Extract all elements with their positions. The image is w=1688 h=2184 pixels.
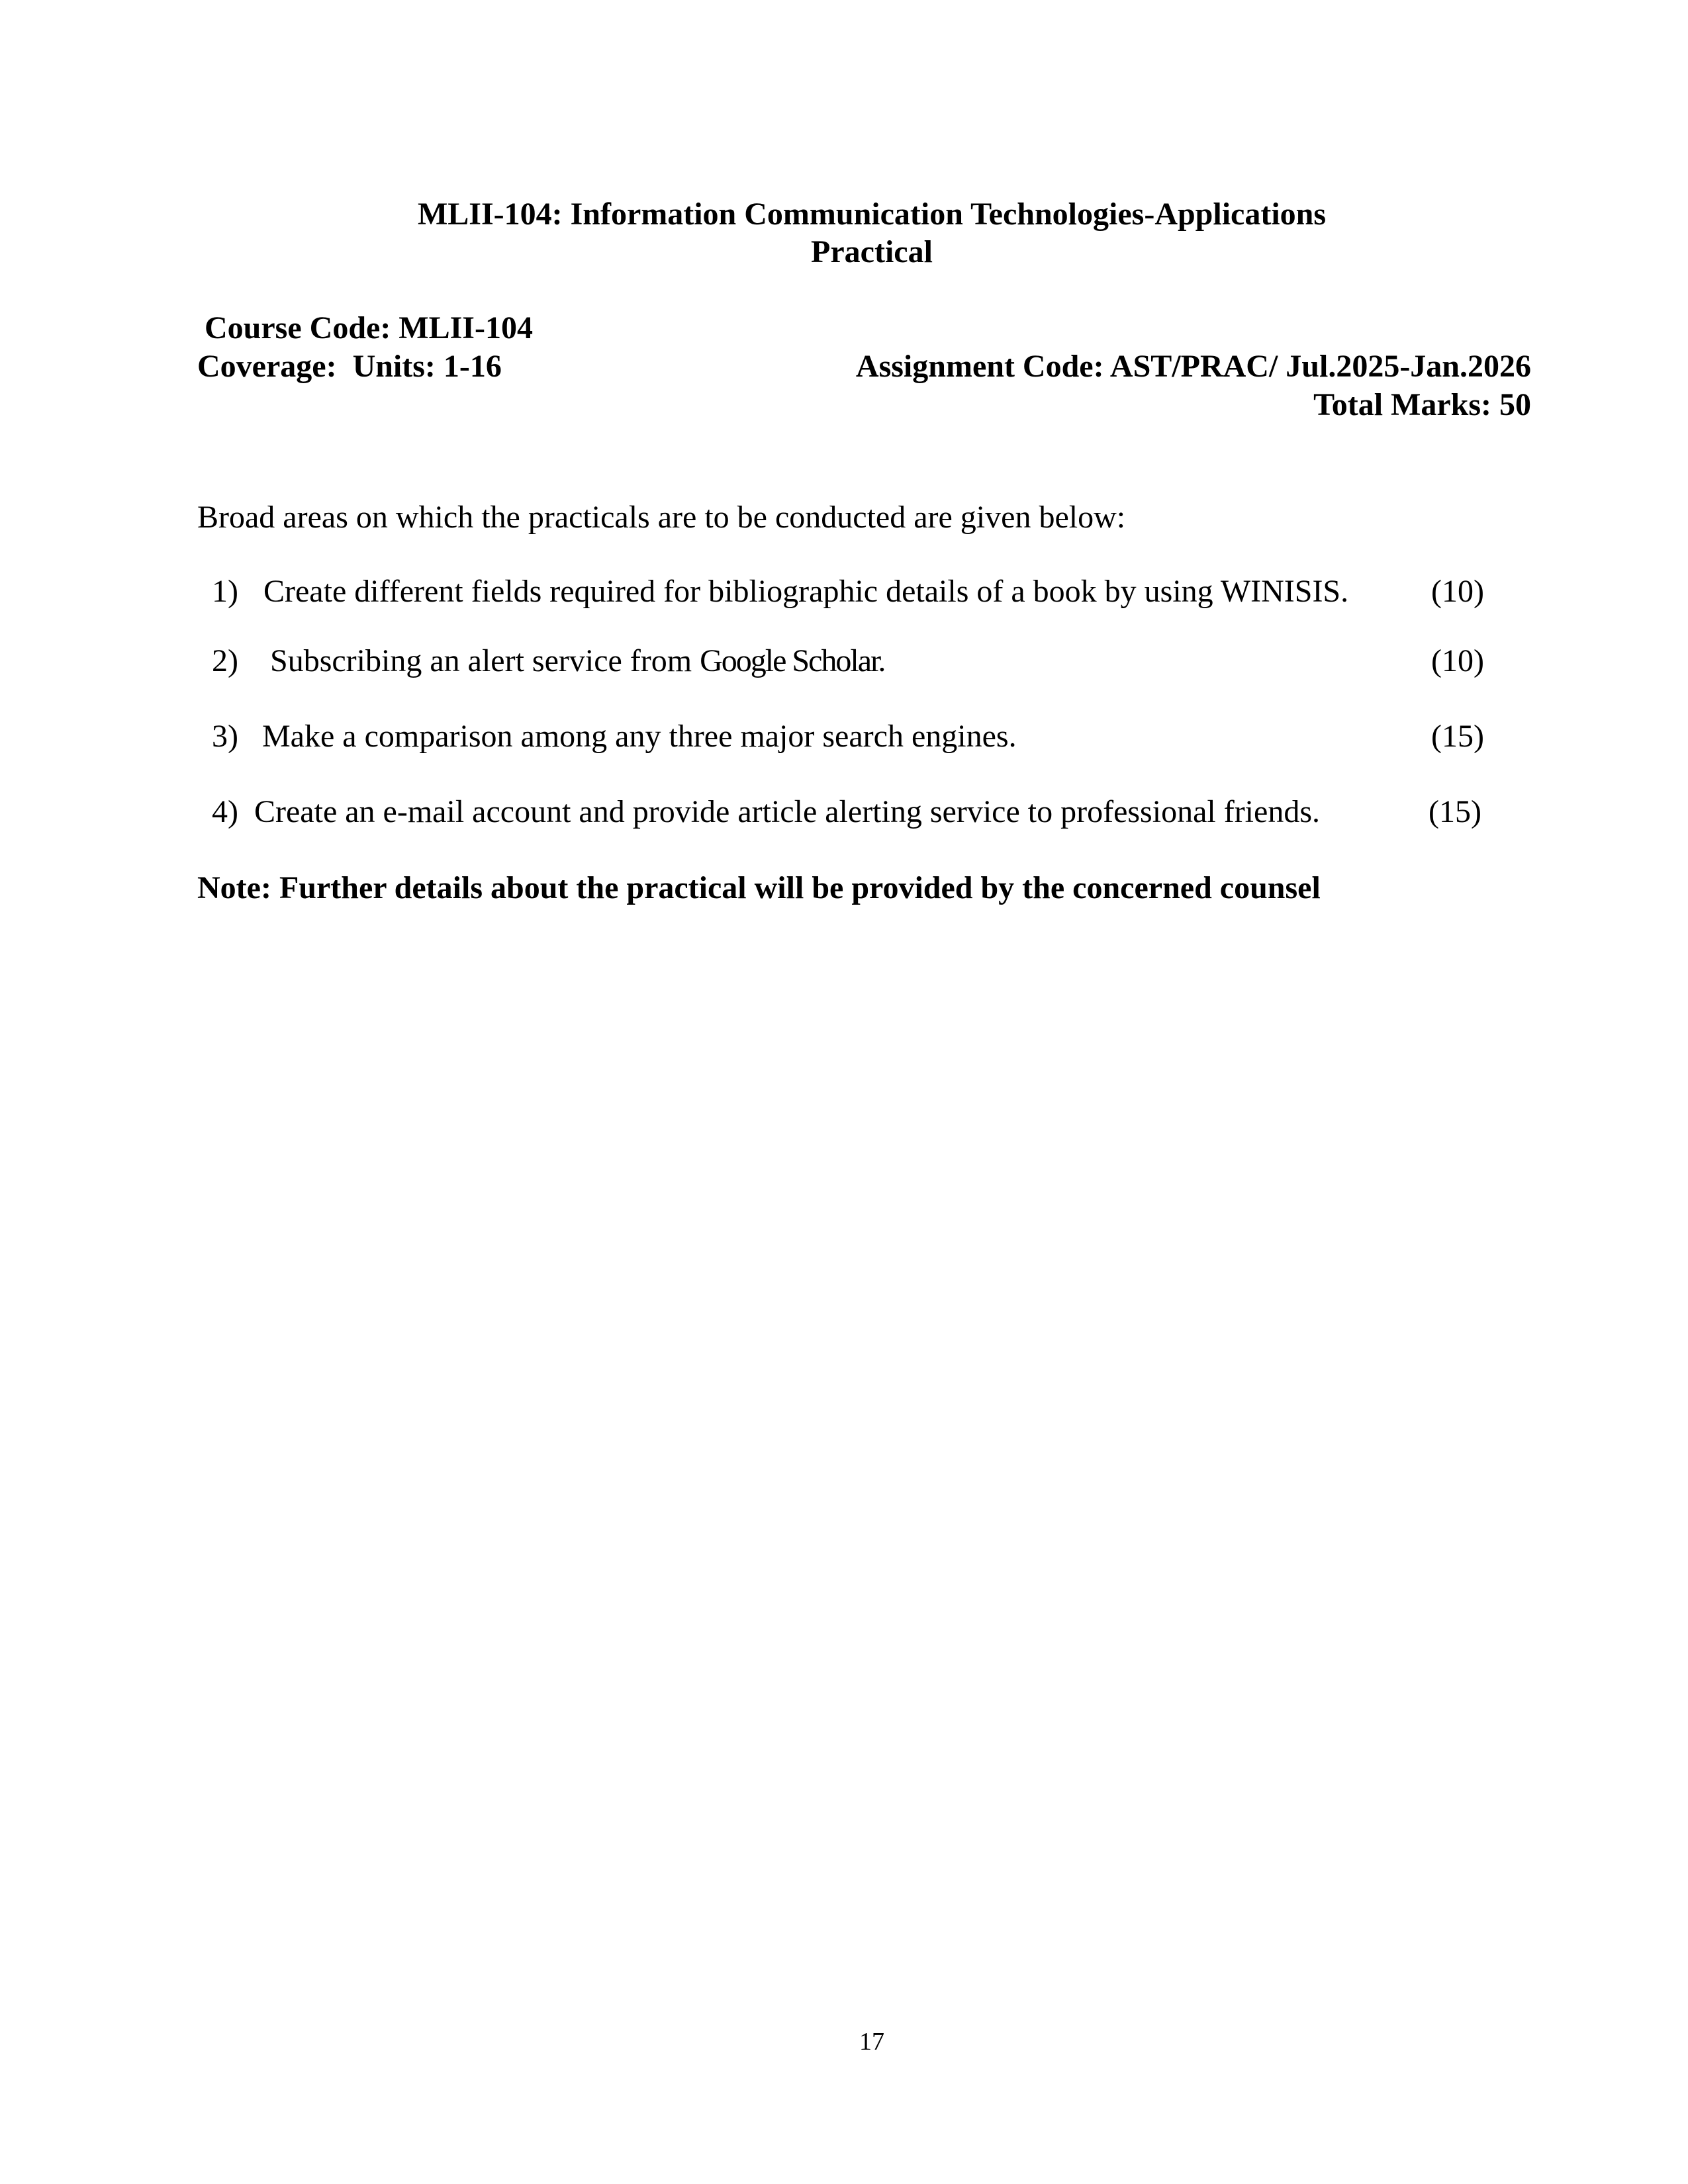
item-number: 2) <box>212 643 238 678</box>
item-text-main: Subscribing an alert service from <box>270 643 700 678</box>
item-marks: (10) <box>1431 643 1484 678</box>
page-number: 17 <box>859 2028 884 2056</box>
item-marks: (15) <box>1429 794 1481 829</box>
item-number: 1) <box>212 574 238 609</box>
item-marks: (15) <box>1431 719 1484 754</box>
total-marks: Total Marks: 50 <box>1313 387 1531 422</box>
item-number: 3) <box>212 719 238 754</box>
document-title: MLII-104: Information Communication Technologies-Applications <box>417 197 1327 232</box>
item-text: Create an e-mail account and provide article alerting service to professional friends. <box>254 794 1320 829</box>
item-text: Make a comparison among any three major search engines. <box>262 719 1017 754</box>
course-code: Course Code: MLII-104 <box>205 310 533 345</box>
note: Note: Further details about the practical will be provided by the concerned counsel <box>197 870 1321 905</box>
coverage: Coverage: Units: 1-16 <box>197 349 502 384</box>
assignment-code: Assignment Code: AST/PRAC/ Jul.2025-Jan.2026 <box>855 349 1531 384</box>
item-text-emphasis: Google Scholar. <box>700 643 885 678</box>
item-number: 4) <box>212 794 238 829</box>
intro-text: Broad areas on which the practicals are to be conducted are given below: <box>197 500 1126 535</box>
item-text: Create different fields required for bibliographic details of a book by using WINISIS. <box>263 574 1349 609</box>
document-subtitle: Practical <box>811 234 933 269</box>
item-text <box>270 645 884 677</box>
item-marks: (10) <box>1431 574 1484 609</box>
